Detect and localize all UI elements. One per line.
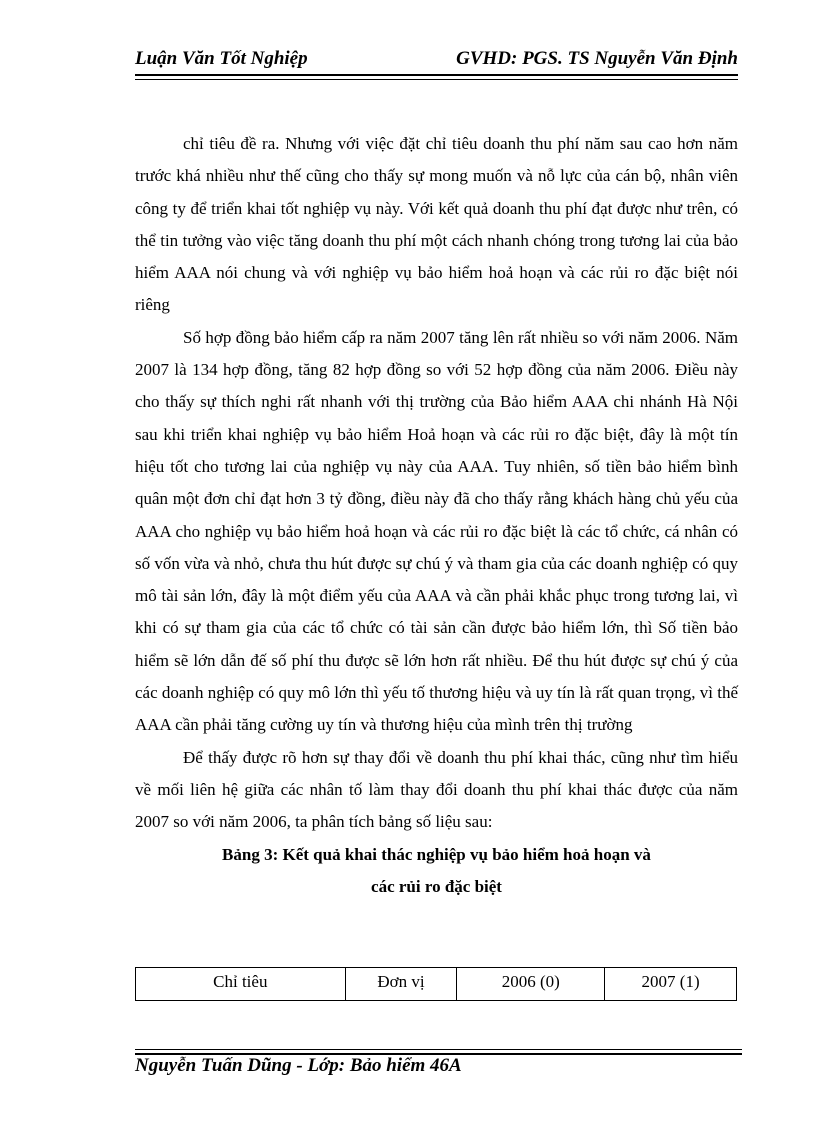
page-footer: Nguyễn Tuấn Dũng - Lớp: Bảo hiểm 46A: [135, 1055, 462, 1076]
header-thesis-title: Luận Văn Tốt Nghiệp: [135, 48, 308, 69]
page-header: [135, 48, 738, 74]
header-divider: [135, 74, 738, 80]
header-2006: 2006 (0): [457, 968, 605, 1001]
table-caption-line-2: các rủi ro đặc biệt: [371, 876, 502, 896]
header-advisor: GVHD: PGS. TS Nguyễn Văn Định: [456, 48, 738, 69]
header-unit: Đơn vị: [345, 968, 457, 1001]
header-indicator: Chỉ tiêu: [136, 968, 346, 1001]
table-header-row: [136, 968, 737, 1001]
paragraph-1: chỉ tiêu đề ra. Nhưng với việc đặt chỉ tiêu doanh thu phí năm sau cao hơn năm trước khá nhiều như thế cũng cho thấy sự mong muốn và nỗ lực của cán bộ, nhân viên công ty để triển khai tốt nghiệp vụ này. Với kết quả doanh thu phí đạt được như trên, có thể tin tưởng vào việc tăng doanh thu phí một cách nhanh chóng trong tương lai của bảo hiểm AAA nói chung và với nghiệp vụ bảo hiểm hoả hoạn và các rủi ro đặc biệt nói riêng: [135, 134, 738, 315]
paragraph-2: Số hợp đồng bảo hiểm cấp ra năm 2007 tăng lên rất nhiều so với năm 2006. Năm 2007 là 134 hợp đồng, tăng 82 hợp đồng so với 52 hợp đồng của năm 2006. Điều này cho thấy sự thích nghi rất nhanh với thị trường của Bảo hiểm AAA chi nhánh Hà Nội sau khi triển khai nghiệp vụ bảo hiểm Hoả hoạn và các rủi ro đặc biệt, đây là một tín hiệu tốt cho tương lai của nghiệp vụ này của AAA. Tuy nhiên, số tiền bảo hiểm bình quân một đơn chỉ đạt hơn 3 tỷ đồng, điều này đã cho thấy rằng khách hàng chủ yếu của AAA cho nghiệp vụ bảo hiểm hoả hoạn và các rủi ro đặc biệt là các tổ chức, cá nhân có số vốn vừa và nhỏ, chưa thu hút được sự chú ý và tham gia của các doanh nghiệp có quy mô tài sản lớn, đây là một điểm yếu của AAA và cần phải khắc phục trong tương lai, vì khi có sự tham gia của các tổ chức có tài sản cần được bảo hiểm lớn, thì Số tiền bảo hiểm sẽ lớn dẫn đế số phí thu được sẽ lớn hơn rất nhiều. Để thu hút được sự chú ý của các doanh nghiệp có quy mô lớn thì yếu tố thương hiệu và uy tín là rất quan trọng, vì thế AAA cần phải tăng cường uy tín và thương hiệu của mình trên thị trường: [135, 327, 738, 735]
results-table: [135, 967, 737, 1001]
header-2007: 2007 (1): [605, 968, 737, 1001]
paragraph-3: Để thấy được rõ hơn sự thay đổi về doanh thu phí khai thác, cũng như tìm hiểu về mối liên hệ giữa các nhân tố làm thay đổi doanh thu phí khai thác được của năm 2007 so với năm 2006, ta phân tích bảng số liệu sau:: [135, 747, 738, 832]
table-caption-line-1: Bảng 3: Kết quả khai thác nghiệp vụ bảo hiểm hoả hoạn và: [222, 844, 651, 864]
document-body: [135, 128, 738, 903]
